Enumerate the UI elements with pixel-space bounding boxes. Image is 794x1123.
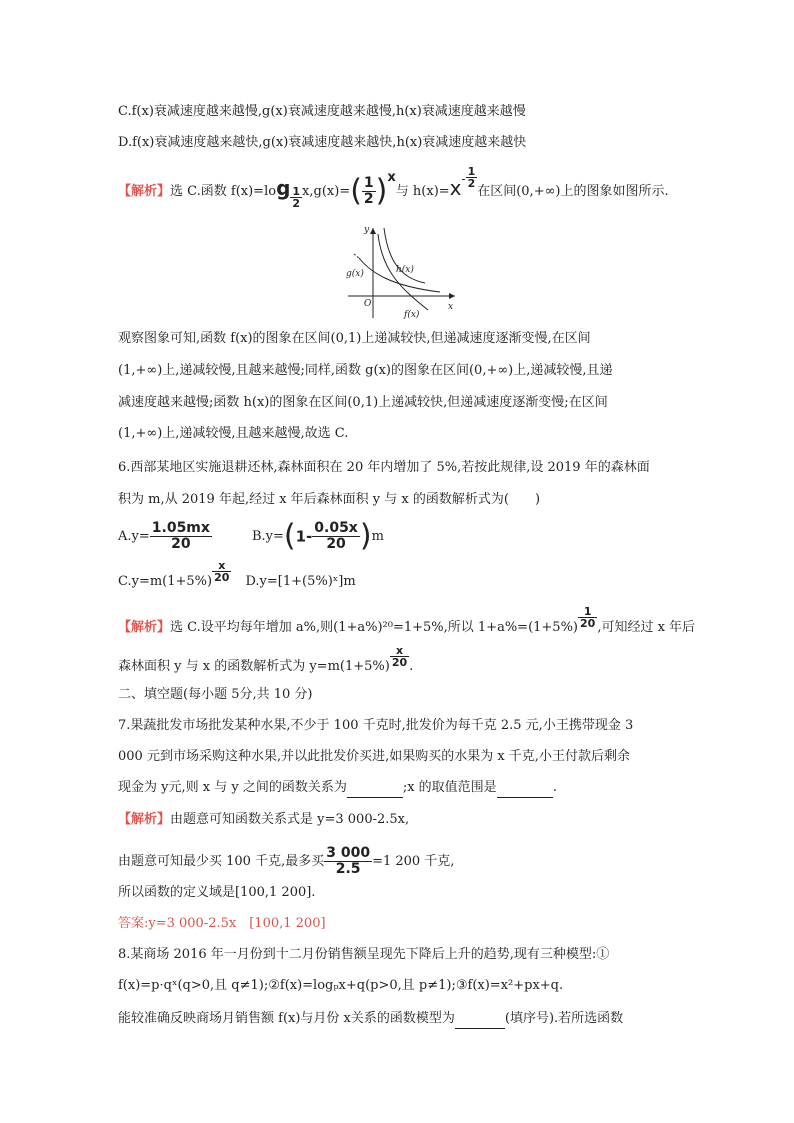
option-c: C.f(x)衰减速度越来越慢,g(x)衰减速度越来越慢,h(x)衰减速度越来越慢 xyxy=(118,104,526,119)
exp-1-20: $\frac{1}{20}$ xyxy=(580,605,596,630)
blank-2 xyxy=(497,779,553,798)
q8-line-2: f(x)=p·qˣ(q>0,且 q≠1);②f(x)=logₚx+q(p>0,且 p≠1);③f(x)=x²+px+q. xyxy=(118,978,564,993)
y-arrow-icon xyxy=(370,228,376,234)
observe-line-2: (1,+∞)上,递减较慢,且越来越慢;同样,函数 g(x)的图象在区间(0,+∞)上,递减较慢,且递 xyxy=(118,363,613,378)
analysis-tag: 【解析】 xyxy=(118,812,171,827)
q7-line-1: 7.果蔬批发市场批发某种水果,不少于 100 千克时,批发价为每千克 2.5 元,小王携带现金 3 xyxy=(118,718,634,733)
analysis-7-line-1: 【解析】由题意可知函数关系式是 y=3 000-2.5x, xyxy=(118,812,410,827)
log-base: $\frac{1}{2}$ xyxy=(292,185,301,210)
exp-x-20: $\frac{x}{20}$ xyxy=(391,644,408,669)
answer-7: 答案:y=3 000-2.5x [100,1 200] xyxy=(118,916,326,931)
h-exp-neg: - xyxy=(461,172,466,186)
option-b-prefix: B.y= xyxy=(251,529,284,544)
right-paren: ) xyxy=(375,173,388,209)
function-graph xyxy=(340,220,460,320)
f-label: f(x) xyxy=(404,310,420,320)
origin-label: O xyxy=(364,299,372,309)
left-paren: ( xyxy=(350,173,362,209)
analysis-text: 在区间(0,+∞)上的图象如图所示. xyxy=(477,184,669,199)
analysis-6-line-2: 森林面积 y 与 x 的函数解析式为 y=m(1+5%) $\frac{x}{20}$ . xyxy=(118,644,414,674)
analysis-tag: 【解析】 xyxy=(118,620,171,635)
q7-line-3: 现金为 y元,则 x 与 y 之间的函数关系为 ;x 的取值范围是 . xyxy=(118,779,557,798)
observe-line-4: (1,+∞)上,递减较慢,且越来越慢,故选 C. xyxy=(118,426,349,441)
analysis-text: 与 h(x)= xyxy=(395,184,450,199)
h-label: h(x) xyxy=(396,265,414,275)
option-c-exponent: $\frac{x}{20}$ xyxy=(214,559,230,584)
analysis-7-line-2: 由题意可知最少买 100 千克,最多买 $\frac{3 000}{2.5}$ =1 200 千克, xyxy=(118,845,455,877)
q8-line-3: 能较准确反映商场月销售额 f(x)与月份 x关系的函数模型为 (填序号).若所选函数 xyxy=(118,1010,623,1029)
q8-line-1: 8.某商场 2016 年一月份到十二月份销售额呈现先下降后上升的趋势,现有三种模型:① xyxy=(118,947,610,962)
option-c-text: C.y=m(1+5%) xyxy=(118,574,213,589)
observe-line-3: 减速度越来越慢;函数 h(x)的图象在区间(0,1)上递减较快,但递减速度逐渐变慢;在区间 xyxy=(118,395,608,410)
option-b-one: 1- xyxy=(295,527,313,546)
half-fraction: $\frac{1}{2}$ xyxy=(363,175,374,207)
x-label: x xyxy=(448,302,454,312)
h-base: x xyxy=(449,176,462,200)
log-g: g xyxy=(276,176,291,200)
analysis-tag: 【解析】 xyxy=(118,184,171,199)
option-a-prefix: A.y= xyxy=(118,529,150,544)
blank-1 xyxy=(347,779,403,798)
q6-line-2: 积为 m,从 2019 年起,经过 x 年后森林面积 y 与 x 的函数解析式为( ) xyxy=(118,492,541,507)
option-d: D.f(x)衰减速度越来越快,g(x)衰减速度越来越快,h(x)衰减速度越来越快 xyxy=(118,135,527,150)
analysis-text: 选 C.函数 f(x)=lo xyxy=(170,184,277,199)
option-d-text: D.y=[1+(5%)ˣ]m xyxy=(245,574,356,589)
fraction-3000-2-5: $\frac{3 000}{2.5}$ xyxy=(326,845,371,877)
g-curve xyxy=(359,258,440,292)
h-exponent: $\frac{1}{2}$ xyxy=(467,165,476,190)
analysis-text: x,g(x)= xyxy=(302,184,351,199)
observe-line-1: 观察图象可知,函数 f(x)的图象在区间(0,1)上递减较快,但递减速度逐渐变慢,在区间 xyxy=(118,331,591,346)
q6-line-1: 6.西部某地区实施退耕还林,森林面积在 20 年内增加了 5%,若按此规律,设 2019 年的森林面 xyxy=(118,460,650,475)
g-curve-dashed xyxy=(354,254,359,258)
analysis-7-line-3: 所以函数的定义域是[100,1 200]. xyxy=(118,885,316,900)
x-arrow-icon xyxy=(449,293,455,299)
y-label: y xyxy=(364,225,370,235)
analysis-6-line-1: 【解析】选 C.设平均每年增加 a%,则(1+a%)²⁰=1+5%,所以 1+a%=(1+5%) $\frac{1}{20}$ ,可知经过 x 年后 xyxy=(118,605,696,635)
option-b-fraction: $\frac{0.05x}{20}$ xyxy=(314,520,358,552)
option-a-fraction: $\frac{1.05mx}{20}$ xyxy=(151,520,210,552)
blank-3 xyxy=(455,1010,505,1029)
exponent-x: x xyxy=(387,170,396,185)
q6-options-cd xyxy=(118,559,356,593)
q7-line-2: 000 元到市场采购这种水果,并以此批发价买进,如果购买的水果为 x 千克,小王付款后剩余 xyxy=(118,749,630,764)
g-label: g(x) xyxy=(346,269,364,279)
option-b-suffix: m xyxy=(371,529,384,544)
analysis-5 xyxy=(118,165,669,210)
section-2-heading: 二、填空题(每小题 5分,共 10 分) xyxy=(118,687,313,702)
q6-options-ab: A.y= $\frac{1.05mx}{20}$ B.y=(1- $\frac{0.05x}{20}$ )m xyxy=(118,518,384,554)
